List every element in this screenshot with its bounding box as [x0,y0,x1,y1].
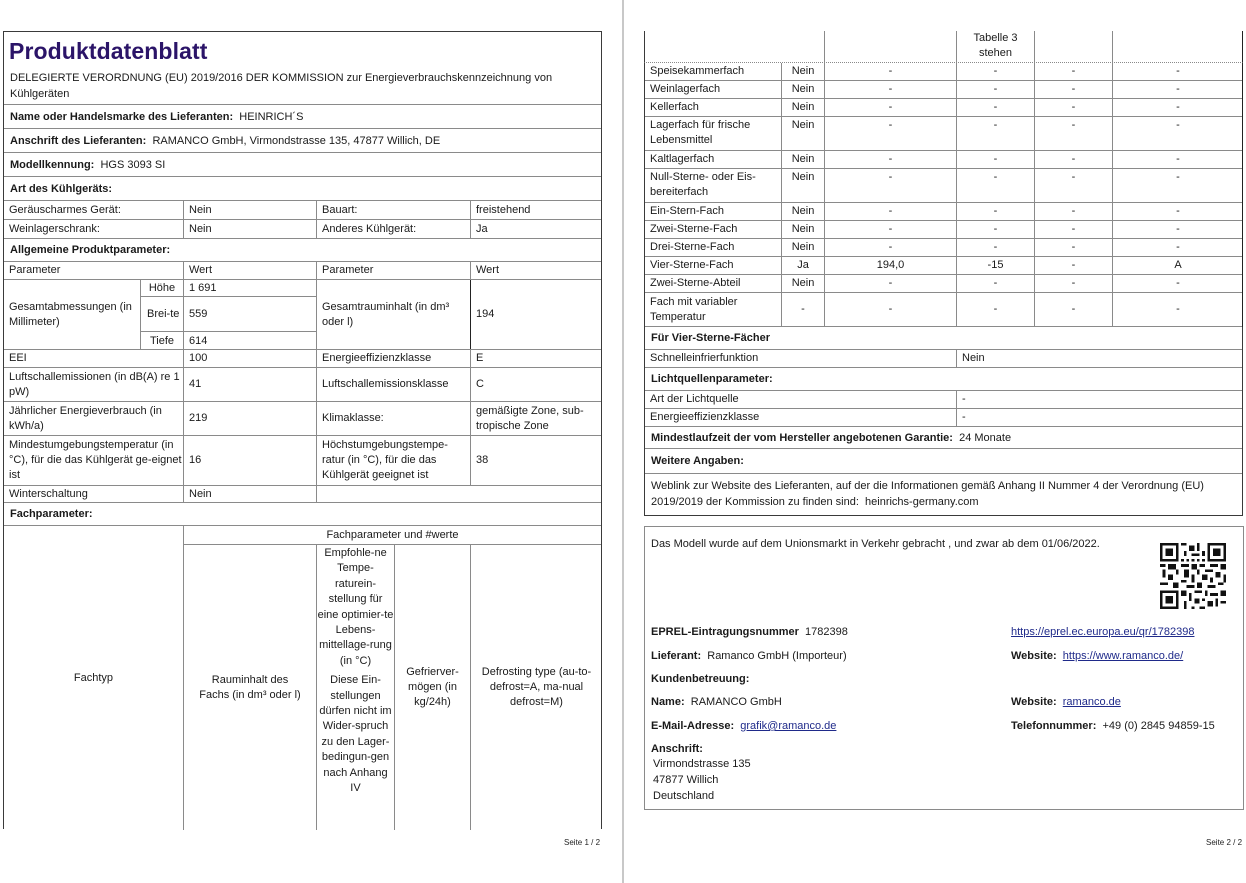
light-type-row [645,391,1242,409]
compartment-present: Nein [791,119,815,131]
header-temp [317,546,394,797]
header-defrost: Defrosting type (au-to-defrost=A, ma-nual defrost=M) [481,666,592,708]
model-label: Modellkennung: [10,158,95,171]
four-star-heading: Für Vier-Sterne-Fächer [651,332,771,344]
header-group: Fachparameter und #werte [184,526,601,545]
compartment-freeze: - [1071,83,1076,95]
volume-label: Gesamtrauminhalt (in dm³ oder l) [322,300,450,328]
compartment-freeze: - [1071,101,1076,113]
address-line-1: Virmondstrasse 135 [653,758,751,770]
compartment-present: Nein [791,277,815,289]
compartment-volume: 194,0 [876,259,905,271]
cell-label: Anderes Kühlgerät: [322,222,417,235]
compartment-temp: - [993,119,998,131]
light-class-row [645,409,1242,427]
general-params-header [4,262,601,280]
compartment-volume: - [888,223,893,235]
compartment-freeze: - [1071,223,1076,235]
general-row [4,436,601,486]
compartment-temp: - [993,303,998,315]
cell-value: E [476,352,484,364]
header-freeze: Gefrierver-mögen (in kg/24h) [406,666,459,708]
light-type-value: - [962,393,966,405]
cell-value: Ja [476,222,488,235]
compartment-defrost: - [1176,277,1180,289]
compartment-volume: - [888,119,893,131]
compartment-temp: - [993,223,998,235]
compartment-temp: -15 [987,259,1004,271]
cell-label: Bauart: [322,203,358,216]
height-label: Höhe [141,280,183,297]
page-title: Produktdatenblatt [9,37,208,64]
compartment-volume: - [888,303,893,315]
compartment-present: Nein [791,171,815,183]
compartment-type: Speisekammerfach [650,65,745,77]
model-value: HGS 3093 SI [100,158,166,171]
eprel-value: 1782398 [805,626,848,638]
header-parameter: Parameter [322,264,374,276]
compartment-row [645,221,1242,239]
light-heading: Lichtquellenparameter: [651,373,773,385]
general-params-heading: Allgemeine Produktparameter: [10,244,171,256]
phone-value: +49 (0) 2845 94859-15 [1102,720,1215,732]
continued-header-row [644,31,1243,63]
supplier-website-link[interactable]: heinrichs-germany.com [865,496,979,508]
address-label: Anschrift: [651,743,703,755]
warranty-label: Mindestlaufzeit der vom Hersteller angebotenen Garantie: [651,431,953,444]
compartment-volume: - [888,171,893,183]
compartment-row [645,81,1242,99]
cell-value: Nein [189,487,212,500]
compartment-present: Nein [791,241,815,253]
dimensions-block [4,280,601,350]
compartment-type: Zwei-Sterne-Abteil [650,277,741,289]
compartment-row [645,169,1242,203]
cell-value: freistehend [476,203,531,216]
compartment-row [645,239,1242,257]
supplier-address-value: RAMANCO GmbH, Virmondstrasse 135, 47877 Willich, DE [152,134,441,147]
compartment-present: Nein [791,83,815,95]
volume-value: 194 [476,308,495,320]
compartment-type: Weinlagerfach [650,83,721,95]
page-divider [622,0,624,883]
depth-value: 614 [189,335,208,347]
compartment-freeze: - [1071,171,1076,183]
support-name-label: Name: [651,696,685,708]
supplier-value: Ramanco GmbH (Importeur) [707,650,847,662]
warranty-value: 24 Monate [959,431,1012,444]
compartment-present: Nein [791,65,815,77]
compartment-row [645,117,1242,151]
address-line-3: Deutschland [653,790,715,802]
compartment-temp: - [993,241,998,253]
compartment-volume: - [888,65,893,77]
compartment-defrost: - [1176,153,1180,165]
compartment-defrost: - [1176,101,1180,113]
width-value: 559 [184,297,316,332]
header-temp-note: Diese Ein-stellungen dürfen nicht im Wider-spruch zu den Lager-bedingun-gen nach Anhang IV [319,674,392,795]
cell-value: 38 [476,454,489,466]
cell-label: Höchstumgebungstempe-ratur (in °C), für die das Kühlgerät geeignet ist [322,439,448,481]
compartment-type: Vier-Sterne-Fach [650,259,734,271]
regulation-text: DELEGIERTE VERORDNUNG (EU) 2019/2016 DER KOMMISSION zur Energieverbrauchskennzeichnung von Kühlgeräten [10,72,553,100]
compartment-row [645,293,1242,327]
compartment-present: Nein [791,153,815,165]
address-line-2: 47877 Willich [653,774,719,786]
compartment-defrost: - [1176,119,1180,131]
compartment-row [645,99,1242,117]
header-value: Wert [189,264,213,276]
compartment-defrost: - [1176,223,1180,235]
compartment-temp: - [993,205,998,217]
compartment-present: - [801,303,805,315]
cell-value: 219 [189,412,208,424]
cell-value: gemäßigte Zone, sub-tropische Zone [476,404,584,432]
compartment-type: Kellerfach [650,101,699,113]
height-value: 1 691 [184,280,316,297]
eprel-label: EPREL-Eintragungsnummer [651,626,799,638]
compartment-temp: - [993,153,998,165]
compartment-present: Nein [791,223,815,235]
compartment-volume: - [888,101,893,113]
compartment-freeze: - [1071,153,1076,165]
compartment-freeze: - [1071,65,1076,77]
page-number: Seite 1 / 2 [564,838,601,847]
further-text: Weblink zur Website des Lieferanten, auf der die Informationen gemäß Anhang II Nummer 4 der Verordnung (EU) 2019/2019 der Kommission zu finden sind: [651,480,1204,508]
cell-label: Luftschallemissionen (in dB(A) re 1 pW) [9,370,180,398]
header-parameter: Parameter [9,264,61,276]
cell-value: 16 [189,454,202,466]
supplier-name-label: Name oder Handelsmarke des Lieferanten: [10,110,234,123]
header-volume: Rauminhalt des Fachs (in dm³ oder l) [199,673,301,701]
market-date-text: Das Modell wurde auf dem Unionsmarkt in Verkehr gebracht , und zwar ab dem 01/06/2022. [651,538,1100,550]
compartment-row [645,151,1242,169]
compartment-freeze: - [1071,303,1076,315]
compartment-volume: - [888,205,893,217]
header-temp-text: Empfohle-ne Tempe-raturein-stellung für eine optimier-te Lebens-mittellage-rung (in °C) [317,547,394,667]
cell-label: EEI [9,352,27,364]
compartment-present: Nein [791,101,815,113]
compartment-temp: - [993,83,998,95]
page-number: Seite 2 / 2 [1206,838,1243,847]
supplier-label: Lieferant: [651,650,702,662]
compartment-row [645,257,1242,275]
cell-value: Nein [189,222,212,235]
header-value: Wert [476,264,500,276]
depth-label: Tiefe [149,335,175,347]
compartment-volume: - [888,83,893,95]
cell-label: Energieeffizienzklasse [322,352,432,364]
light-type-label: Art der Lichtquelle [650,393,739,405]
compartment-row [645,203,1242,221]
further-heading: Weitere Angaben: [651,455,744,467]
compartment-freeze: - [1071,277,1076,289]
compartment-defrost: - [1176,83,1180,95]
additional-sections [644,327,1243,516]
cell-label: Winterschaltung [9,487,88,500]
supplier-address-label: Anschrift des Lieferanten: [10,134,147,147]
general-row [4,402,601,436]
general-row [4,368,601,402]
compartment-temp: - [993,277,998,289]
compartment-defrost: - [1176,171,1180,183]
compartment-rows [644,63,1243,327]
contact-box [644,526,1244,810]
compartment-row [645,275,1242,293]
light-class-value: - [962,411,966,423]
website-link[interactable]: https://www.ramanco.de/ [1062,650,1184,662]
compartment-present: Nein [791,205,815,217]
support-heading: Kundenbetreuung: [651,673,750,685]
compartment-temp: - [993,171,998,183]
cell-label: Geräuscharmes Gerät: [9,203,121,216]
fast-freeze-label: Schnelleinfrierfunktion [650,352,759,364]
cell-label: Jährlicher Energieverbrauch (in kWh/a) [9,404,162,432]
cell-label: Mindestumgebungstemperatur (in °C), für die das Kühlgerät ge-eignet ist [9,439,182,481]
dimensions-label: Gesamtabmessungen (in Millimeter) [9,300,132,328]
fast-freeze-row [645,350,1242,368]
compartment-present: Ja [797,259,809,271]
fast-freeze-value: Nein [962,352,985,364]
support-website-label: Website: [1011,696,1057,708]
general-row [4,486,601,503]
website-label: Website: [1011,650,1057,662]
compartment-freeze: - [1071,205,1076,217]
header-fachtyp: Fachtyp [73,672,114,684]
cell-value: Nein [189,203,212,216]
cell-value: 100 [189,352,208,364]
support-name-value: RAMANCO GmbH [690,696,782,708]
compartment-type: Ein-Stern-Fach [650,205,724,217]
light-class-label: Energieeffizienzklasse [650,411,760,423]
appliance-type-row [4,220,601,239]
compartment-defrost: A [1174,259,1182,271]
compartment-type: Drei-Sterne-Fach [650,241,735,253]
eprel-link[interactable]: https://eprel.ec.europa.eu/qr/1782398 [1011,626,1195,638]
compartment-freeze: - [1071,241,1076,253]
appliance-type-row [4,201,601,220]
compartment-type: Lagerfach für frische Lebensmittel [650,119,751,146]
continued-header-note: Tabelle 3 stehen [973,32,1018,59]
general-row [4,350,601,368]
compartment-temp: - [993,65,998,77]
compartment-row [645,63,1242,81]
compartment-freeze: - [1071,259,1076,271]
compartment-type: Kaltlagerfach [650,153,715,165]
compartment-volume: - [888,241,893,253]
compartment-volume: - [888,277,893,289]
width-label: Brei-te [141,297,183,332]
compartment-type: Zwei-Sterne-Fach [650,223,738,235]
email-label: E-Mail-Adresse: [651,720,735,732]
compartment-defrost: - [1176,241,1180,253]
compartment-header [4,526,601,830]
cell-label: Klimaklasse: [322,412,384,424]
supplier-name-value: HEINRICH´S [239,110,304,123]
email-link[interactable]: grafik@ramanco.de [740,720,837,732]
support-website-link[interactable]: ramanco.de [1062,696,1121,708]
cell-value: C [476,378,484,390]
page-1 [3,31,602,829]
compartment-type: Fach mit variabler Temperatur [650,295,738,323]
compartment-defrost: - [1176,205,1180,217]
cell-label: Weinlagerschrank: [9,222,100,235]
compartment-freeze: - [1071,119,1076,131]
compartment-defrost: - [1176,303,1180,315]
compartment-type: Null-Sterne- oder Eis-bereiterfach [650,171,756,198]
cell-value: 41 [189,378,202,390]
cell-label: Luftschallemissionsklasse [322,378,449,390]
compartment-defrost: - [1176,65,1180,77]
compartment-volume: - [888,153,893,165]
phone-label: Telefonnummer: [1011,720,1097,732]
qr-code-icon[interactable] [1160,543,1226,609]
compartment-heading: Fachparameter: [10,508,93,520]
appliance-type-heading: Art des Kühlgeräts: [10,182,113,195]
compartment-temp: - [993,101,998,113]
